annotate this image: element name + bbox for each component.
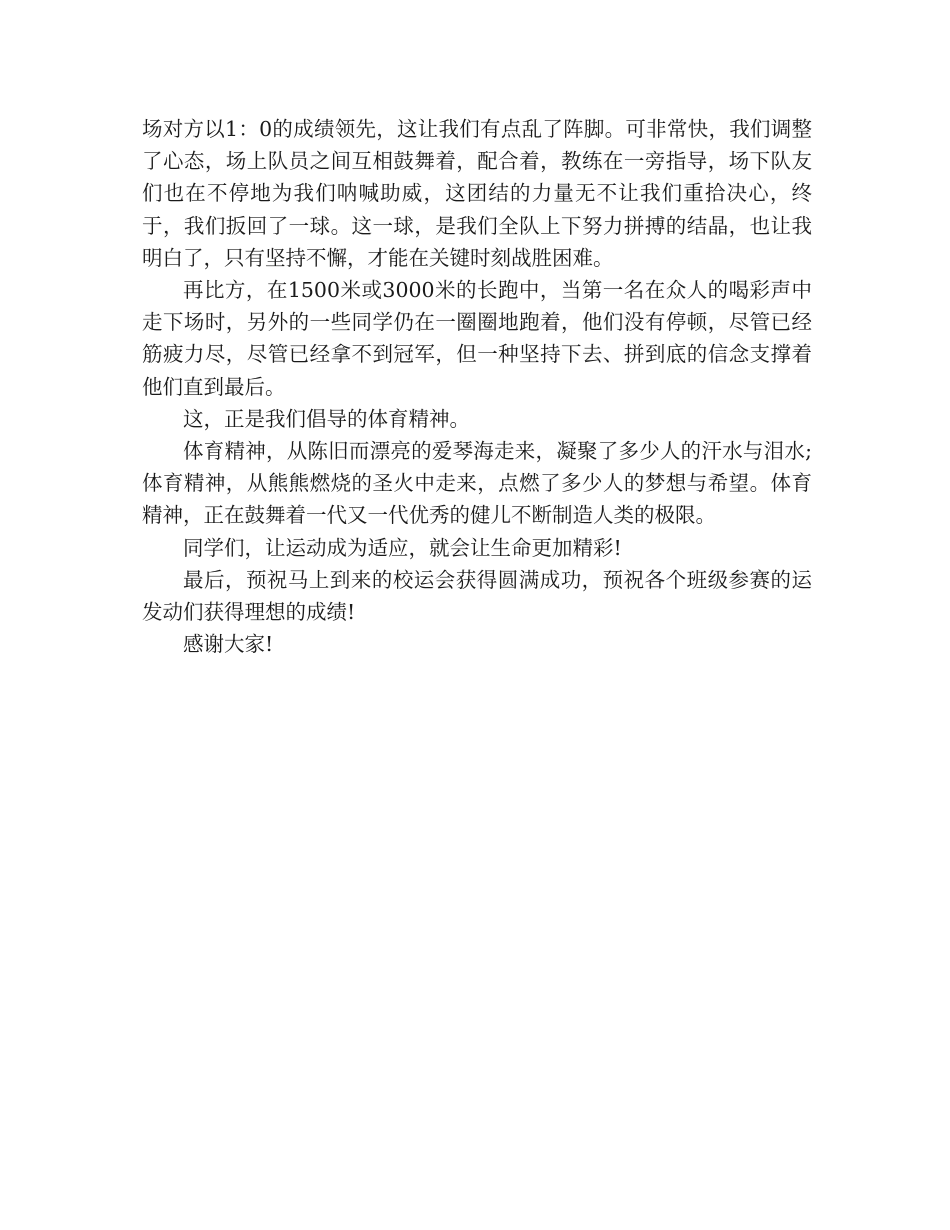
paragraph-6: 最后，预祝马上到来的校运会获得圆满成功，预祝各个班级参赛的运发动们获得理想的成绩!	[142, 567, 812, 625]
paragraph-3: 这，正是我们倡导的体育精神。	[183, 406, 470, 431]
paragraph-5: 同学们，让运动成为适应，就会让生命更加精彩!	[183, 535, 622, 560]
paragraph-4: 体育精神，从陈旧而漂亮的爱琴海走来，凝聚了多少人的汗水与泪水;体育精神，从熊熊燃烧的圣火中走来，点燃了多少人的梦想与希望。体育精神，正在鼓舞着一代又一代优秀的健儿不断制造人类的极限。	[142, 439, 812, 528]
document-body	[142, 113, 812, 660]
paragraph-1: 场对方以1：0的成绩领先，这让我们有点乱了阵脚。可非常快，我们调整了心态，场上队员之间互相鼓舞着，配合着，教练在一旁指导，场下队友们也在不停地为我们呐喊助威，这团结的力量无不让我们重拾决心，终于，我们扳回了一球。这一球，是我们全队上下努力拼搏的结晶，也让我明白了，只有坚持不懈，才能在关键时刻战胜困难。	[142, 117, 812, 270]
paragraph-2: 再比方，在1500米或3000米的长跑中，当第一名在众人的喝彩声中走下场时，另外的一些同学仍在一圈圈地跑着，他们没有停顿，尽管已经筋疲力尽，尽管已经拿不到冠军，但一种坚持下去、拼到底的信念支撑着他们直到最后。	[142, 278, 812, 399]
paragraph-7: 感谢大家!	[183, 632, 274, 657]
